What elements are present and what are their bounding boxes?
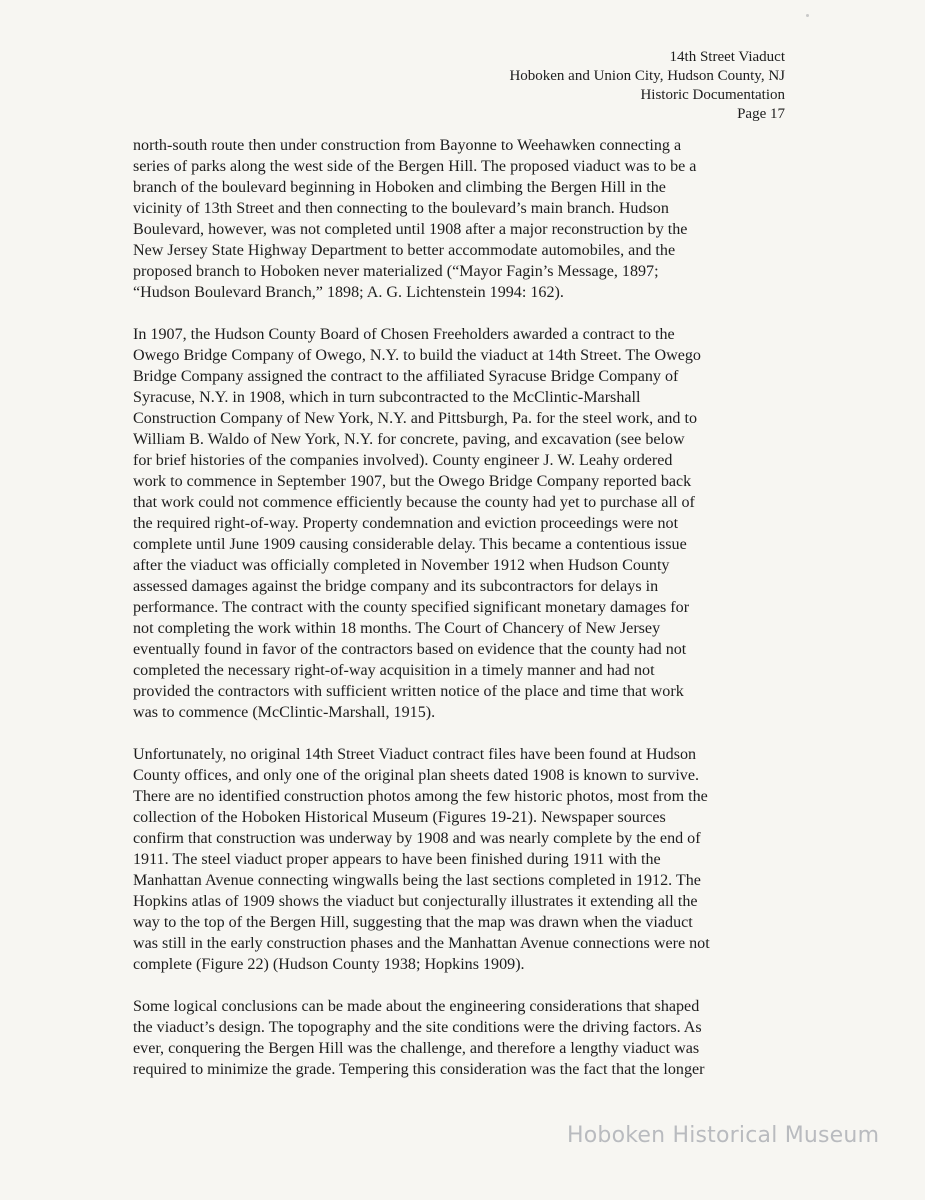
text-line: Manhattan Avenue connecting wingwalls being the last sections completed in 1912. The <box>133 872 701 889</box>
text-line: vicinity of 13th Street and then connecting to the boulevard’s main branch. Hudson <box>133 200 669 217</box>
paragraph <box>133 135 793 303</box>
paragraph-gap <box>133 975 793 996</box>
text-line: required to minimize the grade. Tempering this consideration was the fact that the longer <box>133 1061 705 1078</box>
text-line: New Jersey State Highway Department to better accommodate automobiles, and the <box>133 242 676 259</box>
text-line: There are no identified construction photos among the few historic photos, most from the <box>133 788 708 805</box>
paragraph <box>133 996 793 1080</box>
text-line: complete (Figure 22) (Hudson County 1938; Hopkins 1909). <box>133 956 525 973</box>
text-line: series of parks along the west side of the Bergen Hill. The proposed viaduct was to be a <box>133 158 697 175</box>
text-line: Some logical conclusions can be made about the engineering considerations that shaped <box>133 998 700 1015</box>
text-line: after the viaduct was officially completed in November 1912 when Hudson County <box>133 557 670 574</box>
text-line: proposed branch to Hoboken never materialized (“Mayor Fagin’s Message, 1897; <box>133 263 659 280</box>
text-line: Construction Company of New York, N.Y. and Pittsburgh, Pa. for the steel work, and to <box>133 410 697 427</box>
text-line: completed the necessary right-of-way acquisition in a timely manner and had not <box>133 662 655 679</box>
text-line: County offices, and only one of the original plan sheets dated 1908 is known to survive. <box>133 767 700 784</box>
text-line: provided the contractors with sufficient written notice of the place and time that work <box>133 683 684 700</box>
page-number: Page 17 <box>737 106 785 122</box>
text-line: Hopkins atlas of 1909 shows the viaduct but conjecturally illustrates it extending all the <box>133 893 698 910</box>
text-line: work to commence in September 1907, but the Owego Bridge Company reported back <box>133 473 692 490</box>
document-location: Hoboken and Union City, Hudson County, NJ <box>509 68 785 84</box>
text-line: William B. Waldo of New York, N.Y. for concrete, paving, and excavation (see below <box>133 431 685 448</box>
text-line: Bridge Company assigned the contract to the affiliated Syracuse Bridge Company of <box>133 368 679 385</box>
text-line: performance. The contract with the county specified significant monetary damages for <box>133 599 690 616</box>
museum-watermark: Hoboken Historical Museum <box>567 1123 880 1148</box>
text-line: Syracuse, N.Y. in 1908, which in turn subcontracted to the McClintic-Marshall <box>133 389 641 406</box>
text-line: In 1907, the Hudson County Board of Chosen Freeholders awarded a contract to the <box>133 326 675 343</box>
paragraph <box>133 324 793 723</box>
text-line: branch of the boulevard beginning in Hoboken and climbing the Bergen Hill in the <box>133 179 666 196</box>
text-line: collection of the Hoboken Historical Museum (Figures 19-21). Newspaper sources <box>133 809 666 826</box>
document-title: 14th Street Viaduct <box>669 49 785 65</box>
text-line: was still in the early construction phases and the Manhattan Avenue connections were not <box>133 935 710 952</box>
text-line: that work could not commence efficiently because the county had yet to purchase all of <box>133 494 695 511</box>
paragraph-gap <box>133 303 793 324</box>
paragraph <box>133 744 793 975</box>
scan-speck <box>806 14 809 17</box>
text-line: “Hudson Boulevard Branch,” 1898; A. G. Lichtenstein 1994: 162). <box>133 284 564 301</box>
text-line: complete until June 1909 causing considerable delay. This became a contentious issue <box>133 536 687 553</box>
text-line: eventually found in favor of the contractors based on evidence that the county had not <box>133 641 687 658</box>
text-line: Boulevard, however, was not completed until 1908 after a major reconstruction by the <box>133 221 688 238</box>
text-line: Owego Bridge Company of Owego, N.Y. to build the viaduct at 14th Street. The Owego <box>133 347 701 364</box>
text-line: way to the top of the Bergen Hill, suggesting that the map was drawn when the viaduct <box>133 914 693 931</box>
text-line: 1911. The steel viaduct proper appears to have been finished during 1911 with the <box>133 851 661 868</box>
text-line: assessed damages against the bridge company and its subcontractors for delays in <box>133 578 659 595</box>
text-line: was to commence (McClintic-Marshall, 1915). <box>133 704 436 721</box>
text-line: confirm that construction was underway by 1908 and was nearly complete by the end of <box>133 830 701 847</box>
text-line: for brief histories of the companies involved). County engineer J. W. Leahy ordered <box>133 452 673 469</box>
text-line: ever, conquering the Bergen Hill was the challenge, and therefore a lengthy viaduct was <box>133 1040 700 1057</box>
document-type: Historic Documentation <box>640 87 785 103</box>
text-line: not completing the work within 18 months. The Court of Chancery of New Jersey <box>133 620 661 637</box>
paragraph-gap <box>133 723 793 744</box>
page-header <box>509 48 785 124</box>
text-line: Unfortunately, no original 14th Street Viaduct contract files have been found at Hudson <box>133 746 697 763</box>
body-text <box>133 135 793 1080</box>
text-line: north-south route then under construction from Bayonne to Weehawken connecting a <box>133 137 682 154</box>
text-line: the viaduct’s design. The topography and the site conditions were the driving factors. As <box>133 1019 702 1036</box>
text-line: the required right-of-way. Property condemnation and eviction proceedings were not <box>133 515 679 532</box>
